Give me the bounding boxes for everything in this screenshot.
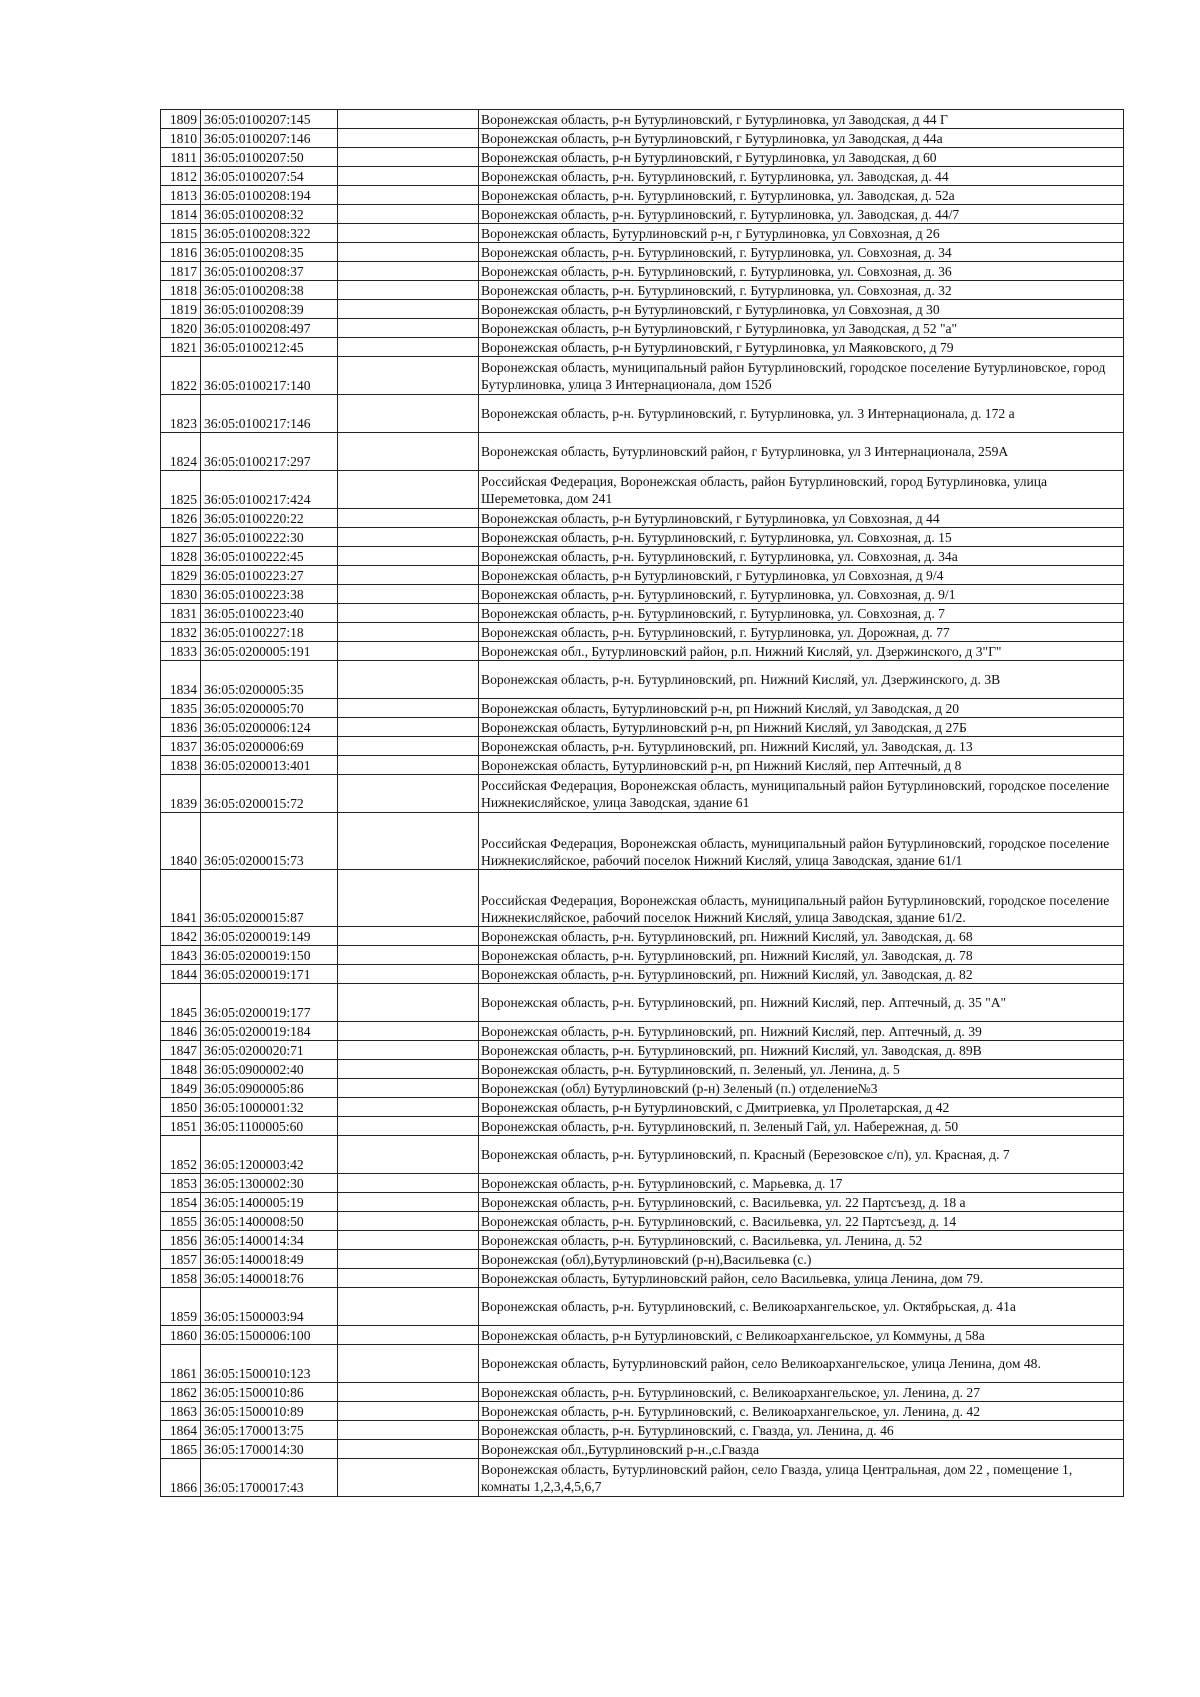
row-number-cell: 1827	[161, 528, 201, 547]
row-number-cell: 1862	[161, 1383, 201, 1402]
row-number-cell: 1843	[161, 946, 201, 965]
address-cell: Российская Федерация, Воронежская область, муниципальный район Бутурлиновский, городское поселение Нижнекисляйское, рабочий поселок Нижний Кисляй, улица Заводская, здание 61/2.	[479, 870, 1124, 927]
cadastral-number-cell: 36:05:0200019:150	[201, 946, 338, 965]
empty-cell	[338, 775, 479, 813]
empty-cell	[338, 737, 479, 756]
cadastral-number-cell: 36:05:0100208:497	[201, 319, 338, 338]
empty-cell	[338, 1383, 479, 1402]
row-number-cell: 1864	[161, 1421, 201, 1440]
address-cell: Воронежская область, муниципальный район Бутурлиновский, городское поселение Бутурлиновское, город Бутурлиновка, улица 3 Интернационала, дом 152б	[479, 357, 1124, 395]
row-number-cell: 1822	[161, 357, 201, 395]
address-cell: Российская Федерация, Воронежская область, муниципальный район Бутурлиновский, городское поселение Нижнекисляйское, рабочий поселок Нижний Кисляй, улица Заводская, здание 61/1	[479, 813, 1124, 870]
empty-cell	[338, 813, 479, 870]
row-number-cell: 1857	[161, 1250, 201, 1269]
cadastral-number-cell: 36:05:0100207:54	[201, 167, 338, 186]
table-row	[161, 224, 1124, 243]
row-number-cell: 1855	[161, 1212, 201, 1231]
table-row	[161, 1440, 1124, 1459]
address-cell: Воронежская область, Бутурлиновский р-н, рп Нижний Кисляй, ул Заводская, д 20	[479, 699, 1124, 718]
row-number-cell: 1814	[161, 205, 201, 224]
empty-cell	[338, 110, 479, 129]
row-number-cell: 1825	[161, 471, 201, 509]
cadastral-number-cell: 36:05:1500006:100	[201, 1326, 338, 1345]
address-cell: Воронежская область, р-н. Бутурлиновский, рп. Нижний Кисляй, ул. Заводская, д. 89В	[479, 1041, 1124, 1060]
row-number-cell: 1849	[161, 1079, 201, 1098]
row-number-cell: 1846	[161, 1022, 201, 1041]
row-number-cell: 1835	[161, 699, 201, 718]
table-row	[161, 1326, 1124, 1345]
cadastral-number-cell: 36:05:1200003:42	[201, 1136, 338, 1174]
empty-cell	[338, 148, 479, 167]
row-number-cell: 1817	[161, 262, 201, 281]
row-number-cell: 1811	[161, 148, 201, 167]
empty-cell	[338, 1060, 479, 1079]
cadastral-number-cell: 36:05:0100217:297	[201, 433, 338, 471]
table-row	[161, 566, 1124, 585]
empty-cell	[338, 129, 479, 148]
table-row	[161, 870, 1124, 927]
address-cell: Воронежская область, Бутурлиновский р-н, рп Нижний Кисляй, ул Заводская, д 27Б	[479, 718, 1124, 737]
address-cell: Воронежская область, р-н. Бутурлиновский, рп. Нижний Кисляй, ул. Заводская, д. 82	[479, 965, 1124, 984]
row-number-cell: 1812	[161, 167, 201, 186]
row-number-cell: 1831	[161, 604, 201, 623]
cadastral-number-cell: 36:05:0200015:72	[201, 775, 338, 813]
row-number-cell: 1866	[161, 1459, 201, 1497]
address-cell: Воронежская область, р-н. Бутурлиновский, п. Зеленый, ул. Ленина, д. 5	[479, 1060, 1124, 1079]
row-number-cell: 1833	[161, 642, 201, 661]
address-cell: Воронежская область, р-н. Бутурлиновский, г. Бутурлиновка, ул. 3 Интернационала, д. 172 а	[479, 395, 1124, 433]
cadastral-number-cell: 36:05:0100217:146	[201, 395, 338, 433]
table-row	[161, 1402, 1124, 1421]
empty-cell	[338, 471, 479, 509]
address-cell: Воронежская область, р-н. Бутурлиновский, г. Бутурлиновка, ул. Заводская, д. 52а	[479, 186, 1124, 205]
row-number-cell: 1850	[161, 1098, 201, 1117]
empty-cell	[338, 1041, 479, 1060]
table-row	[161, 1136, 1124, 1174]
row-number-cell: 1863	[161, 1402, 201, 1421]
cadastral-number-cell: 36:05:1500010:89	[201, 1402, 338, 1421]
address-cell: Воронежская область, Бутурлиновский р-н, г Бутурлиновка, ул Совхозная, д 26	[479, 224, 1124, 243]
empty-cell	[338, 1459, 479, 1497]
table-row	[161, 167, 1124, 186]
cadastral-number-cell: 36:05:0100217:140	[201, 357, 338, 395]
row-number-cell: 1861	[161, 1345, 201, 1383]
row-number-cell: 1865	[161, 1440, 201, 1459]
empty-cell	[338, 528, 479, 547]
empty-cell	[338, 1098, 479, 1117]
table-row	[161, 1269, 1124, 1288]
row-number-cell: 1832	[161, 623, 201, 642]
address-cell: Воронежская (обл) Бутурлиновский (р-н) Зеленый (п.) отделение№3	[479, 1079, 1124, 1098]
table-row	[161, 357, 1124, 395]
table-row	[161, 528, 1124, 547]
cadastral-number-cell: 36:05:1500010:123	[201, 1345, 338, 1383]
address-cell: Воронежская область, Бутурлиновский район, село Васильевка, улица Ленина, дом 79.	[479, 1269, 1124, 1288]
cadastral-number-cell: 36:05:1100005:60	[201, 1117, 338, 1136]
table-row	[161, 585, 1124, 604]
row-number-cell: 1826	[161, 509, 201, 528]
cadastral-number-cell: 36:05:0100227:18	[201, 623, 338, 642]
address-cell: Воронежская область, р-н. Бутурлиновский, г. Бутурлиновка, ул. Совхозная, д. 34	[479, 243, 1124, 262]
table-row	[161, 1079, 1124, 1098]
row-number-cell: 1853	[161, 1174, 201, 1193]
address-cell: Воронежская область, р-н Бутурлиновский, г Бутурлиновка, ул Совхозная, д 9/4	[479, 566, 1124, 585]
row-number-cell: 1845	[161, 984, 201, 1022]
address-cell: Российская Федерация, Воронежская область, муниципальный район Бутурлиновский, городское поселение Нижнекисляйское, улица Заводская, здание 61	[479, 775, 1124, 813]
cadastral-number-cell: 36:05:0200006:69	[201, 737, 338, 756]
empty-cell	[338, 1022, 479, 1041]
address-cell: Воронежская обл.,Бутурлиновский р-н.,с.Гвазда	[479, 1440, 1124, 1459]
table-row	[161, 1383, 1124, 1402]
cadastral-number-cell: 36:05:0200019:177	[201, 984, 338, 1022]
table-row	[161, 1022, 1124, 1041]
table-row	[161, 756, 1124, 775]
table-row	[161, 1117, 1124, 1136]
address-cell: Воронежская область, р-н. Бутурлиновский, с. Васильевка, ул. 22 Партсъезд, д. 18 а	[479, 1193, 1124, 1212]
cadastral-number-cell: 36:05:0200019:149	[201, 927, 338, 946]
cadastral-number-cell: 36:05:0100222:45	[201, 547, 338, 566]
row-number-cell: 1840	[161, 813, 201, 870]
table-row	[161, 471, 1124, 509]
table-row	[161, 984, 1124, 1022]
table-row	[161, 604, 1124, 623]
empty-cell	[338, 946, 479, 965]
empty-cell	[338, 224, 479, 243]
table-row	[161, 129, 1124, 148]
cadastral-number-cell: 36:05:0100208:32	[201, 205, 338, 224]
empty-cell	[338, 870, 479, 927]
table-row	[161, 1421, 1124, 1440]
address-cell: Воронежская область, р-н. Бутурлиновский, г. Бутурлиновка, ул. Совхозная, д. 34а	[479, 547, 1124, 566]
row-number-cell: 1847	[161, 1041, 201, 1060]
row-number-cell: 1809	[161, 110, 201, 129]
address-cell: Воронежская область, р-н. Бутурлиновский, рп. Нижний Кисляй, ул. Дзержинского, д. 3В	[479, 661, 1124, 699]
row-number-cell: 1851	[161, 1117, 201, 1136]
address-cell: Воронежская область, Бутурлиновский район, село Великоархангельское, улица Ленина, дом 48.	[479, 1345, 1124, 1383]
table-row	[161, 946, 1124, 965]
empty-cell	[338, 566, 479, 585]
row-number-cell: 1816	[161, 243, 201, 262]
table-row	[161, 699, 1124, 718]
table-row	[161, 148, 1124, 167]
cadastral-number-cell: 36:05:1400005:19	[201, 1193, 338, 1212]
empty-cell	[338, 186, 479, 205]
cadastral-number-cell: 36:05:0200005:35	[201, 661, 338, 699]
table-row	[161, 965, 1124, 984]
row-number-cell: 1823	[161, 395, 201, 433]
row-number-cell: 1854	[161, 1193, 201, 1212]
empty-cell	[338, 433, 479, 471]
registry-table-body	[161, 110, 1124, 1497]
row-number-cell: 1815	[161, 224, 201, 243]
address-cell: Воронежская область, р-н. Бутурлиновский, с. Великоархангельское, ул. Ленина, д. 27	[479, 1383, 1124, 1402]
cadastral-number-cell: 36:05:1400014:34	[201, 1231, 338, 1250]
cadastral-number-cell: 36:05:0200019:171	[201, 965, 338, 984]
address-cell: Воронежская область, р-н. Бутурлиновский, г. Бутурлиновка, ул. Дорожная, д. 77	[479, 623, 1124, 642]
row-number-cell: 1828	[161, 547, 201, 566]
table-row	[161, 319, 1124, 338]
cadastral-number-cell: 36:05:1400018:76	[201, 1269, 338, 1288]
cadastral-number-cell: 36:05:0100208:38	[201, 281, 338, 300]
table-row	[161, 1459, 1124, 1497]
row-number-cell: 1839	[161, 775, 201, 813]
row-number-cell: 1824	[161, 433, 201, 471]
cadastral-number-cell: 36:05:1700017:43	[201, 1459, 338, 1497]
cadastral-number-cell: 36:05:0100222:30	[201, 528, 338, 547]
row-number-cell: 1859	[161, 1288, 201, 1326]
table-row	[161, 1250, 1124, 1269]
cadastral-number-cell: 36:05:0100207:145	[201, 110, 338, 129]
cadastral-number-cell: 36:05:0100208:37	[201, 262, 338, 281]
address-cell: Воронежская область, р-н. Бутурлиновский, г. Бутурлиновка, ул. Совхозная, д. 9/1	[479, 585, 1124, 604]
row-number-cell: 1856	[161, 1231, 201, 1250]
empty-cell	[338, 1421, 479, 1440]
table-row	[161, 395, 1124, 433]
address-cell: Воронежская область, р-н Бутурлиновский, г Бутурлиновка, ул Заводская, д 52 "а"	[479, 319, 1124, 338]
address-cell: Воронежская область, Бутурлиновский р-н, рп Нижний Кисляй, пер Аптечный, д 8	[479, 756, 1124, 775]
cadastral-number-cell: 36:05:0100223:27	[201, 566, 338, 585]
empty-cell	[338, 604, 479, 623]
row-number-cell: 1842	[161, 927, 201, 946]
empty-cell	[338, 1250, 479, 1269]
cadastral-number-cell: 36:05:0100208:39	[201, 300, 338, 319]
empty-cell	[338, 1136, 479, 1174]
empty-cell	[338, 927, 479, 946]
row-number-cell: 1810	[161, 129, 201, 148]
empty-cell	[338, 281, 479, 300]
table-row	[161, 547, 1124, 566]
cadastral-number-cell: 36:05:0900002:40	[201, 1060, 338, 1079]
address-cell: Воронежская область, р-н Бутурлиновский, г Бутурлиновка, ул Заводская, д 60	[479, 148, 1124, 167]
row-number-cell: 1852	[161, 1136, 201, 1174]
cadastral-number-cell: 36:05:0200013:401	[201, 756, 338, 775]
table-row	[161, 1174, 1124, 1193]
empty-cell	[338, 319, 479, 338]
table-row	[161, 186, 1124, 205]
table-row	[161, 1212, 1124, 1231]
table-row	[161, 1098, 1124, 1117]
empty-cell	[338, 1326, 479, 1345]
empty-cell	[338, 1440, 479, 1459]
row-number-cell: 1838	[161, 756, 201, 775]
empty-cell	[338, 1288, 479, 1326]
address-cell: Воронежская область, р-н. Бутурлиновский, с. Великоархангельское, ул. Октябрьская, д. 41а	[479, 1288, 1124, 1326]
table-row	[161, 775, 1124, 813]
table-row	[161, 623, 1124, 642]
address-cell: Воронежская область, р-н Бутурлиновский, г Бутурлиновка, ул Маяковского, д 79	[479, 338, 1124, 357]
address-cell: Воронежская область, р-н. Бутурлиновский, рп. Нижний Кисляй, ул. Заводская, д. 78	[479, 946, 1124, 965]
address-cell: Воронежская область, р-н Бутурлиновский, г Бутурлиновка, ул Заводская, д 44 Г	[479, 110, 1124, 129]
table-row	[161, 927, 1124, 946]
table-row	[161, 1060, 1124, 1079]
cadastral-number-cell: 36:05:0100207:146	[201, 129, 338, 148]
empty-cell	[338, 699, 479, 718]
empty-cell	[338, 1079, 479, 1098]
row-number-cell: 1858	[161, 1269, 201, 1288]
address-cell: Воронежская область, р-н. Бутурлиновский, рп. Нижний Кисляй, ул. Заводская, д. 68	[479, 927, 1124, 946]
empty-cell	[338, 1269, 479, 1288]
cadastral-number-cell: 36:05:0100223:38	[201, 585, 338, 604]
cadastral-number-cell: 36:05:0200015:73	[201, 813, 338, 870]
registry-table-page	[160, 109, 1124, 1497]
address-cell: Воронежская область, р-н Бутурлиновский, с Дмитриевка, ул Пролетарская, д 42	[479, 1098, 1124, 1117]
empty-cell	[338, 965, 479, 984]
cadastral-number-cell: 36:05:0100208:322	[201, 224, 338, 243]
address-cell: Воронежская обл., Бутурлиновский район, р.п. Нижний Кисляй, ул. Дзержинского, д 3"Г"	[479, 642, 1124, 661]
row-number-cell: 1830	[161, 585, 201, 604]
table-row	[161, 813, 1124, 870]
table-row	[161, 433, 1124, 471]
empty-cell	[338, 1174, 479, 1193]
row-number-cell: 1821	[161, 338, 201, 357]
row-number-cell: 1844	[161, 965, 201, 984]
address-cell: Воронежская область, р-н. Бутурлиновский, г. Бутурлиновка, ул. Совхозная, д. 36	[479, 262, 1124, 281]
empty-cell	[338, 1117, 479, 1136]
address-cell: Российская Федерация, Воронежская область, район Бутурлиновский, город Бутурлиновка, улица Шереметовка, дом 241	[479, 471, 1124, 509]
cadastral-number-cell: 36:05:1500010:86	[201, 1383, 338, 1402]
cadastral-number-cell: 36:05:1700014:30	[201, 1440, 338, 1459]
table-row	[161, 1231, 1124, 1250]
cadastral-number-cell: 36:05:0100220:22	[201, 509, 338, 528]
cadastral-number-cell: 36:05:0200015:87	[201, 870, 338, 927]
cadastral-number-cell: 36:05:0200005:70	[201, 699, 338, 718]
address-cell: Воронежская область, р-н. Бутурлиновский, с. Васильевка, ул. 22 Партсъезд, д. 14	[479, 1212, 1124, 1231]
address-cell: Воронежская область, р-н. Бутурлиновский, рп. Нижний Кисляй, пер. Аптечный, д. 35 "А"	[479, 984, 1124, 1022]
row-number-cell: 1819	[161, 300, 201, 319]
address-cell: Воронежская область, р-н. Бутурлиновский, п. Красный (Березовское с/п), ул. Красная, д. 7	[479, 1136, 1124, 1174]
empty-cell	[338, 1345, 479, 1383]
table-row	[161, 1288, 1124, 1326]
cadastral-number-cell: 36:05:1300002:30	[201, 1174, 338, 1193]
table-row	[161, 281, 1124, 300]
empty-cell	[338, 547, 479, 566]
row-number-cell: 1860	[161, 1326, 201, 1345]
empty-cell	[338, 509, 479, 528]
empty-cell	[338, 756, 479, 775]
address-cell: Воронежская область, р-н. Бутурлиновский, г. Бутурлиновка, ул. Совхозная, д. 15	[479, 528, 1124, 547]
address-cell: Воронежская область, Бутурлиновский район, г Бутурлиновка, ул 3 Интернационала, 259А	[479, 433, 1124, 471]
empty-cell	[338, 1193, 479, 1212]
address-cell: Воронежская (обл),Бутурлиновский (р-н),Васильевка (с.)	[479, 1250, 1124, 1269]
empty-cell	[338, 718, 479, 737]
table-row	[161, 661, 1124, 699]
address-cell: Воронежская область, р-н. Бутурлиновский, рп. Нижний Кисляй, пер. Аптечный, д. 39	[479, 1022, 1124, 1041]
table-row	[161, 1041, 1124, 1060]
empty-cell	[338, 262, 479, 281]
empty-cell	[338, 167, 479, 186]
address-cell: Воронежская область, р-н. Бутурлиновский, г. Бутурлиновка, ул. Заводская, д. 44/7	[479, 205, 1124, 224]
empty-cell	[338, 205, 479, 224]
row-number-cell: 1848	[161, 1060, 201, 1079]
cadastral-number-cell: 36:05:0200005:191	[201, 642, 338, 661]
address-cell: Воронежская область, Бутурлиновский район, село Гвазда, улица Центральная, дом 22 , помещение 1, комнаты 1,2,3,4,5,6,7	[479, 1459, 1124, 1497]
cadastral-number-cell: 36:05:1400008:50	[201, 1212, 338, 1231]
row-number-cell: 1829	[161, 566, 201, 585]
row-number-cell: 1836	[161, 718, 201, 737]
address-cell: Воронежская область, р-н. Бутурлиновский, г. Бутурлиновка, ул. Совхозная, д. 32	[479, 281, 1124, 300]
address-cell: Воронежская область, р-н. Бутурлиновский, с. Великоархангельское, ул. Ленина, д. 42	[479, 1402, 1124, 1421]
cadastral-number-cell: 36:05:0200019:184	[201, 1022, 338, 1041]
table-row	[161, 205, 1124, 224]
address-cell: Воронежская область, р-н. Бутурлиновский, рп. Нижний Кисляй, ул. Заводская, д. 13	[479, 737, 1124, 756]
cadastral-number-cell: 36:05:0100208:194	[201, 186, 338, 205]
address-cell: Воронежская область, р-н Бутурлиновский, г Бутурлиновка, ул Совхозная, д 30	[479, 300, 1124, 319]
empty-cell	[338, 395, 479, 433]
address-cell: Воронежская область, р-н Бутурлиновский, г Бутурлиновка, ул Заводская, д 44а	[479, 129, 1124, 148]
address-cell: Воронежская область, р-н Бутурлиновский, г Бутурлиновка, ул Совхозная, д 44	[479, 509, 1124, 528]
table-row	[161, 110, 1124, 129]
cadastral-number-cell: 36:05:1400018:49	[201, 1250, 338, 1269]
address-cell: Воронежская область, р-н. Бутурлиновский, п. Зеленый Гай, ул. Набережная, д. 50	[479, 1117, 1124, 1136]
cadastral-number-cell: 36:05:0100212:45	[201, 338, 338, 357]
address-cell: Воронежская область, р-н. Бутурлиновский, г. Бутурлиновка, ул. Совхозная, д. 7	[479, 604, 1124, 623]
table-row	[161, 338, 1124, 357]
empty-cell	[338, 1212, 479, 1231]
cadastral-number-cell: 36:05:0200006:124	[201, 718, 338, 737]
empty-cell	[338, 661, 479, 699]
cadastral-number-cell: 36:05:0100207:50	[201, 148, 338, 167]
table-row	[161, 509, 1124, 528]
row-number-cell: 1818	[161, 281, 201, 300]
row-number-cell: 1837	[161, 737, 201, 756]
cadastral-number-cell: 36:05:0900005:86	[201, 1079, 338, 1098]
empty-cell	[338, 300, 479, 319]
empty-cell	[338, 623, 479, 642]
address-cell: Воронежская область, р-н. Бутурлиновский, с. Гвазда, ул. Ленина, д. 46	[479, 1421, 1124, 1440]
table-row	[161, 737, 1124, 756]
row-number-cell: 1841	[161, 870, 201, 927]
empty-cell	[338, 357, 479, 395]
empty-cell	[338, 243, 479, 262]
cadastral-number-cell: 36:05:0100223:40	[201, 604, 338, 623]
empty-cell	[338, 984, 479, 1022]
cadastral-number-cell: 36:05:1500003:94	[201, 1288, 338, 1326]
address-cell: Воронежская область, р-н Бутурлиновский, с Великоархангельское, ул Коммуны, д 58а	[479, 1326, 1124, 1345]
table-row	[161, 642, 1124, 661]
empty-cell	[338, 338, 479, 357]
cadastral-number-cell: 36:05:1000001:32	[201, 1098, 338, 1117]
empty-cell	[338, 1231, 479, 1250]
address-cell: Воронежская область, р-н. Бутурлиновский, с. Марьевка, д. 17	[479, 1174, 1124, 1193]
cadastral-number-cell: 36:05:1700013:75	[201, 1421, 338, 1440]
row-number-cell: 1820	[161, 319, 201, 338]
empty-cell	[338, 1402, 479, 1421]
row-number-cell: 1834	[161, 661, 201, 699]
table-row	[161, 243, 1124, 262]
registry-table	[160, 109, 1124, 1497]
table-row	[161, 1193, 1124, 1212]
table-row	[161, 718, 1124, 737]
empty-cell	[338, 642, 479, 661]
cadastral-number-cell: 36:05:0200020:71	[201, 1041, 338, 1060]
row-number-cell: 1813	[161, 186, 201, 205]
cadastral-number-cell: 36:05:0100208:35	[201, 243, 338, 262]
address-cell: Воронежская область, р-н. Бутурлиновский, с. Васильевка, ул. Ленина, д. 52	[479, 1231, 1124, 1250]
empty-cell	[338, 585, 479, 604]
table-row	[161, 1345, 1124, 1383]
table-row	[161, 262, 1124, 281]
address-cell: Воронежская область, р-н. Бутурлиновский, г. Бутурлиновка, ул. Заводская, д. 44	[479, 167, 1124, 186]
table-row	[161, 300, 1124, 319]
cadastral-number-cell: 36:05:0100217:424	[201, 471, 338, 509]
